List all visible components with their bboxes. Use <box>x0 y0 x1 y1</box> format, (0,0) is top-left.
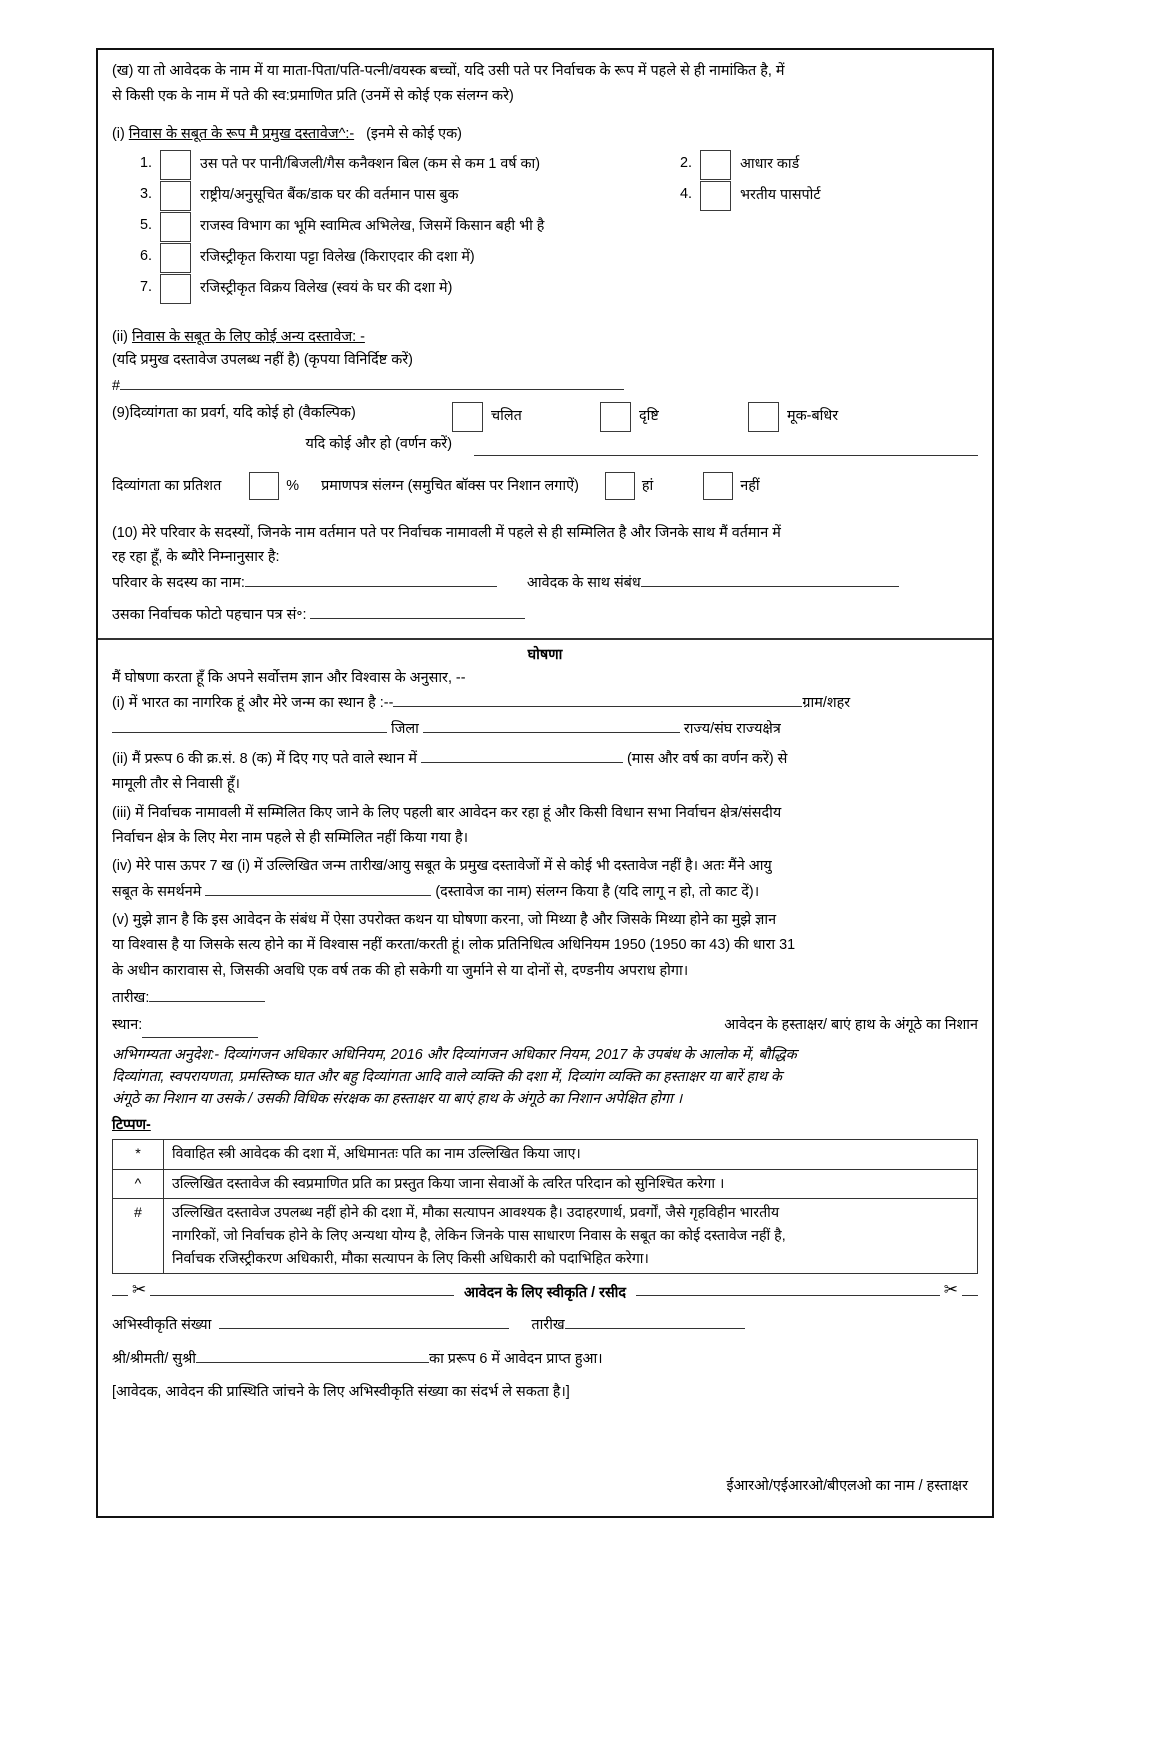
family-line1: (10) मेरे परिवार के सदस्यों, जिनके नाम वर्तमान पते पर निर्वाचक नामावली में पहले से ही सम्मिलित है और जिनके साथ मैं वर्तमान में <box>112 525 781 542</box>
other-docs-heading <box>112 326 978 349</box>
family-member-name-input[interactable] <box>245 572 497 587</box>
doc-row <box>112 212 978 242</box>
declaration-residence-since-input[interactable] <box>421 748 623 763</box>
notes-text-line: नागरिकों, जो निर्वाचक होने के लिए अन्यथा योग्य है, लेकिन जिनके पास साधारण निवास के सबूत का कोई दस्तावेज नहीं है, <box>172 1228 786 1244</box>
doc-item-1[interactable] <box>112 150 652 180</box>
declaration-intro: मैं घोषणा करता हूँ कि अपने सर्वोत्तम ज्ञान और विश्वास के अनुसार, -- <box>112 669 466 686</box>
declaration-state-input[interactable] <box>423 718 680 733</box>
disability-option-label: दृष्टि <box>639 407 659 424</box>
disability-percent-input[interactable] <box>249 472 279 500</box>
doc-label: उस पते पर पानी/बिजली/गैस कनैक्शन बिल (कम से कम 1 वर्ष का) <box>200 155 540 172</box>
doc-item-5[interactable] <box>112 212 652 242</box>
form-body <box>98 50 992 1516</box>
doc-checkbox-6[interactable] <box>160 243 191 273</box>
notes-text-line: निर्वाचक रजिस्ट्रीकरण अधिकारी, मौका सत्यापन के लिए किसी अधिकारी को पदाभिहित करेगा। <box>172 1250 649 1267</box>
disability-category-row <box>112 402 978 432</box>
receipt-cut-divider <box>112 1282 978 1304</box>
doc-number: 4. <box>679 185 692 202</box>
form-page <box>96 48 994 1518</box>
family-member-row <box>112 572 978 595</box>
declaration-age-proof-doc-input[interactable] <box>205 881 431 896</box>
declaration-i-text: (i) में भारत का नागरिक हूं और मेरे जन्म का स्थान है :-- <box>112 695 394 712</box>
doc-checkbox-3[interactable] <box>160 181 191 211</box>
declaration-signature-label: आवेदन के हस्ताक्षर/ बाएं हाथ के अंगूठे का निशान <box>724 1017 978 1034</box>
other-docs-heading-text: निवास के सबूत के लिए कोई अन्य दस्तावेज: - <box>131 328 365 345</box>
disability-percent-label: दिव्यांगता का प्रतिशत <box>112 477 222 494</box>
other-docs-input-row <box>112 375 978 398</box>
other-docs-input[interactable] <box>120 375 624 390</box>
declaration-place-label: स्थान: <box>112 1017 143 1034</box>
doc-number: 2. <box>679 154 692 171</box>
notes-mark: # <box>113 1199 164 1274</box>
doc-number: 6. <box>139 247 152 264</box>
declaration-iv-text-b: (दस्तावेज का नाम) संलग्न किया है (यदि लागू न हो, तो काट दें)। <box>435 883 760 900</box>
declaration-i-row2 <box>112 718 978 741</box>
certificate-yes-label: हां <box>641 477 654 494</box>
family-relation-label: आवेदक के साथ संबंध <box>526 574 641 591</box>
receipt-ack-no-label: अभिस्वीकृति संख्या <box>112 1317 212 1334</box>
certificate-attached-label: प्रमाणपत्र संलग्न (समुचित बॉक्स पर निशान लगाऐं) <box>321 477 579 494</box>
receipt-name-suffix: का प्ररूप 6 में आवेदन प्राप्त हुआ। <box>429 1350 603 1367</box>
doc-row <box>112 274 978 304</box>
scissors-icon-left: ✂ <box>128 1281 150 1298</box>
doc-label: आधार कार्ड <box>740 155 800 172</box>
receipt-name-label: श्री/श्रीमती/ सुश्री <box>112 1350 197 1367</box>
doc-number: 3. <box>139 185 152 202</box>
declaration-date-input[interactable] <box>149 987 265 1002</box>
doc-label: रजिस्ट्रीकृत किराया पट्टा विलेख (किराएदार की दशा में) <box>200 248 475 265</box>
doc-number: 5. <box>139 216 152 233</box>
family-epic-label: उसका निर्वाचक फोटो पहचान पत्र सं॰: <box>112 607 307 624</box>
declaration-iii-line2: निर्वाचन क्षेत्र के लिए मेरा नाम पहले से ही सम्मिलित नहीं किया गया है। <box>112 829 469 846</box>
certificate-checkbox-no[interactable] <box>703 472 733 500</box>
doc-row <box>112 181 978 211</box>
notes-row <box>113 1169 978 1199</box>
notes-row <box>113 1199 978 1274</box>
accessibility-line2: दिव्यांगता, स्वपरायणता, प्रमस्तिष्क घात और बहु दिव्यांगता आदि वाले व्यक्ति की दशा में, दिव्यांग व्यक्ति का हस्ताक्षर या बारें हाथ के <box>112 1068 782 1085</box>
disability-option-visual[interactable] <box>600 402 748 432</box>
scissors-icon-right: ✂ <box>940 1281 962 1298</box>
other-docs-prefix: (ii) <box>112 328 128 345</box>
doc-item-4[interactable] <box>652 181 821 211</box>
declaration-state-label: राज्य/संघ राज्यक्षेत्र <box>683 720 781 737</box>
primary-docs-heading-text: निवास के सबूत के रूप मै प्रमुख दस्तावेज^:- <box>128 125 355 142</box>
receipt-ack-row <box>112 1314 978 1337</box>
disability-percent-row <box>112 472 978 500</box>
section-b-line2: से किसी एक के नाम में पते की स्व:प्रमाणित प्रति (उनमें से कोई एक संलग्न करे) <box>112 88 514 105</box>
doc-item-7[interactable] <box>112 274 652 304</box>
certificate-no-label: नहीं <box>740 477 760 494</box>
disability-q9-label: (9)दिव्यांगता का प्रवर्ग, यदि कोई हो (वैकल्पिक) <box>112 404 356 421</box>
primary-docs-heading-suffix: (इनमे से कोई एक) <box>366 125 462 142</box>
declaration-place-row <box>112 1014 978 1037</box>
doc-label: राजस्व विभाग का भूमि स्वामित्व अभिलेख, जिसमें किसान बही भी है <box>200 217 545 234</box>
hash-symbol: # <box>112 377 121 394</box>
other-docs-subtext: (यदि प्रमुख दस्तावेज उपलब्ध नहीं है) (कृपया विनिर्दिष्ट करें) <box>112 352 413 369</box>
declaration-title: घोषणा <box>527 646 563 663</box>
family-line2: रह रहा हूँ, के ब्यौरे निम्नानुसार है: <box>112 548 280 565</box>
receipt-footnote: [आवेदक, आवेदन की प्रास्थिति जांचने के लिए अभिस्वीकृति संख्या का संदर्भ ले सकता है।] <box>112 1384 570 1401</box>
declaration-i-row <box>112 692 978 715</box>
notes-text-line: विवाहित स्त्री आवेदक की दशा में, अधिमानतः पति का नाम उल्लिखित किया जाए। <box>172 1145 581 1162</box>
declaration-birthplace-input[interactable] <box>393 693 802 708</box>
disability-other-row <box>112 433 978 456</box>
receipt-title-wrap <box>112 1282 978 1305</box>
disability-checkbox-locomotor[interactable] <box>452 402 483 432</box>
family-relation-input[interactable] <box>641 572 899 587</box>
disability-other-input[interactable] <box>474 437 978 456</box>
declaration-ii-text-a: (ii) मैं प्ररूप 6 की क्र.सं. 8 (क) में दिए गए पते वाले स्थान में <box>112 750 417 767</box>
receipt-date-input[interactable] <box>565 1315 745 1330</box>
declaration-iii-line1: (iii) में निर्वाचक नामावली में सम्मिलित किए जाने के लिए पहली बार आवेदन कर रहा हूं और किसी विधान सभा निर्वाचन क्षेत्र/संसदीय <box>112 804 782 821</box>
receipt-title: आवेदन के लिए स्वीकृति / रसीद <box>454 1285 636 1301</box>
accessibility-line1: अभिगम्यता अनुदेश:- दिव्यांगजन अधिकार अधिनियम, 2016 और दिव्यांगजन अधिकार नियम, 2017 के उपबंध के आलोक में, बौद्धिक <box>112 1046 797 1063</box>
section-b-line1: (ख) या तो आवेदक के नाम में या माता-पिता/पति-पत्नी/वयस्क बच्चों, यदि उसी पते पर निर्वाचक के रूप में पहले से ही नामांकित है, में <box>112 63 785 79</box>
doc-label: भरतीय पासपोर्ट <box>740 186 821 203</box>
doc-checkbox-5[interactable] <box>160 212 191 242</box>
declaration-ii-text-c: मामूली तौर से निवासी हूँ। <box>112 776 240 793</box>
doc-item-3[interactable] <box>112 181 652 211</box>
doc-number: 1. <box>139 154 152 171</box>
declaration-date-row <box>112 987 978 1010</box>
declaration-v-line2: या विश्वास है या जिसके सत्य होने का में विश्वास नहीं करता/करती हूं। लोक प्रतिनिधित्व अधिनियम 1950 (1950 का 43) की धारा 31 <box>112 937 796 954</box>
declaration-iv-text-a: सबूत के समर्थनमे <box>112 883 202 900</box>
notes-text-line: उल्लिखित दस्तावेज उपलब्ध नहीं होने की दशा में, मौका सत्यापन आवश्यक है। उदाहरणार्थ, प्रवर्गों, जैसे गृहविहीन भारतीय <box>172 1205 780 1222</box>
declaration-village-label: ग्राम/शहर <box>802 695 851 712</box>
percent-symbol: % <box>286 477 300 494</box>
declaration-iv-row2 <box>112 881 978 904</box>
doc-label: राष्ट्रीय/अनुसूचित बैंक/डाक घर की वर्तमान पास बुक <box>200 186 459 203</box>
doc-number: 7. <box>139 278 152 295</box>
notes-row <box>113 1139 978 1169</box>
notes-table <box>112 1139 978 1275</box>
disability-option-label: चलित <box>491 407 522 424</box>
declaration-place-input[interactable] <box>142 1023 258 1038</box>
declaration-v-line1: (v) मुझे ज्ञान है कि इस आवेदन के संबंध में ऐसा उपरोक्त कथन या घोषणा करना, जो मिथ्या है और जिसके मिथ्या होने का मुझे ज्ञान <box>112 911 777 928</box>
primary-docs-heading-prefix: (i) <box>112 125 125 142</box>
declaration-date-label: तारीख: <box>112 989 150 1006</box>
declaration-district-label: जिला <box>391 720 419 737</box>
disability-checkbox-deaf-mute[interactable] <box>748 402 779 432</box>
declaration-ii-text-b: (मास और वर्ष का वर्णन करें) से <box>626 750 788 767</box>
accessibility-line3: अंगूठे का निशान या उसके / उसकी विधिक संरक्षक का हस्ताक्षर या बाएं हाथ के अंगूठे का निशान अपेक्षित होगा । <box>112 1091 683 1108</box>
doc-row <box>112 243 978 273</box>
notes-text <box>164 1199 978 1274</box>
family-member-name-label: परिवार के सदस्य का नाम: <box>112 574 245 591</box>
notes-mark: * <box>113 1139 164 1169</box>
notes-text <box>164 1139 978 1169</box>
family-epic-row <box>112 604 978 627</box>
disability-other-label: यदि कोई और हो (वर्णन करें) <box>305 435 452 452</box>
doc-item-2[interactable] <box>652 150 799 180</box>
doc-item-6[interactable] <box>112 243 652 273</box>
receipt-name-row <box>112 1348 978 1371</box>
receipt-ack-no-input[interactable] <box>219 1315 509 1330</box>
primary-docs-heading <box>112 123 978 146</box>
certificate-checkbox-yes[interactable] <box>605 472 635 500</box>
receipt-date-label: तारीख <box>531 1317 565 1334</box>
doc-checkbox-2[interactable] <box>700 150 731 180</box>
primary-docs-list <box>112 150 978 304</box>
notes-text-line: उल्लिखित दस्तावेज की स्वप्रमाणित प्रति का प्रस्तुत किया जाना सेवाओं के त्वरित परिदान को सुनिश्चित करेगा । <box>172 1175 725 1192</box>
disability-option-deaf-mute[interactable] <box>748 402 838 432</box>
doc-row <box>112 150 978 180</box>
receipt-name-input[interactable] <box>196 1348 429 1363</box>
disability-option-label: मूक-बधिर <box>787 407 839 424</box>
disability-checkbox-visual[interactable] <box>600 402 631 432</box>
declaration-ii-row <box>112 748 978 771</box>
doc-checkbox-7[interactable] <box>160 274 191 304</box>
doc-checkbox-1[interactable] <box>160 150 191 180</box>
disability-option-locomotor[interactable] <box>452 402 600 432</box>
declaration-district-input[interactable] <box>112 718 387 733</box>
receipt-officer-label: ईआरओ/एईआरओ/बीएलओ का नाम / हस्ताक्षर <box>726 1477 968 1494</box>
family-epic-input[interactable] <box>310 605 525 620</box>
declaration-v-line3: के अधीन कारावास से, जिसकी अवधि एक वर्ष तक की हो सकेगी या जुर्माने से या दोनों से, दण्डनीय अपराध होगा। <box>112 962 689 979</box>
declaration-iv-line1: (iv) मेरे पास ऊपर 7 ख (i) में उल्लिखित जन्म तारीख/आयु सबूत के प्रमुख दस्तावेजों में से कोई भी दस्तावेज नहीं है। अतः मैंने आयु <box>112 858 772 875</box>
section-divider <box>98 638 992 640</box>
notes-mark: ^ <box>113 1169 164 1199</box>
doc-label: रजिस्ट्रीकृत विक्रय विलेख (स्वयं के घर की दशा मे) <box>200 279 453 296</box>
doc-checkbox-4[interactable] <box>700 181 731 211</box>
notes-title: टिप्पण- <box>112 1116 151 1133</box>
notes-text <box>164 1169 978 1199</box>
